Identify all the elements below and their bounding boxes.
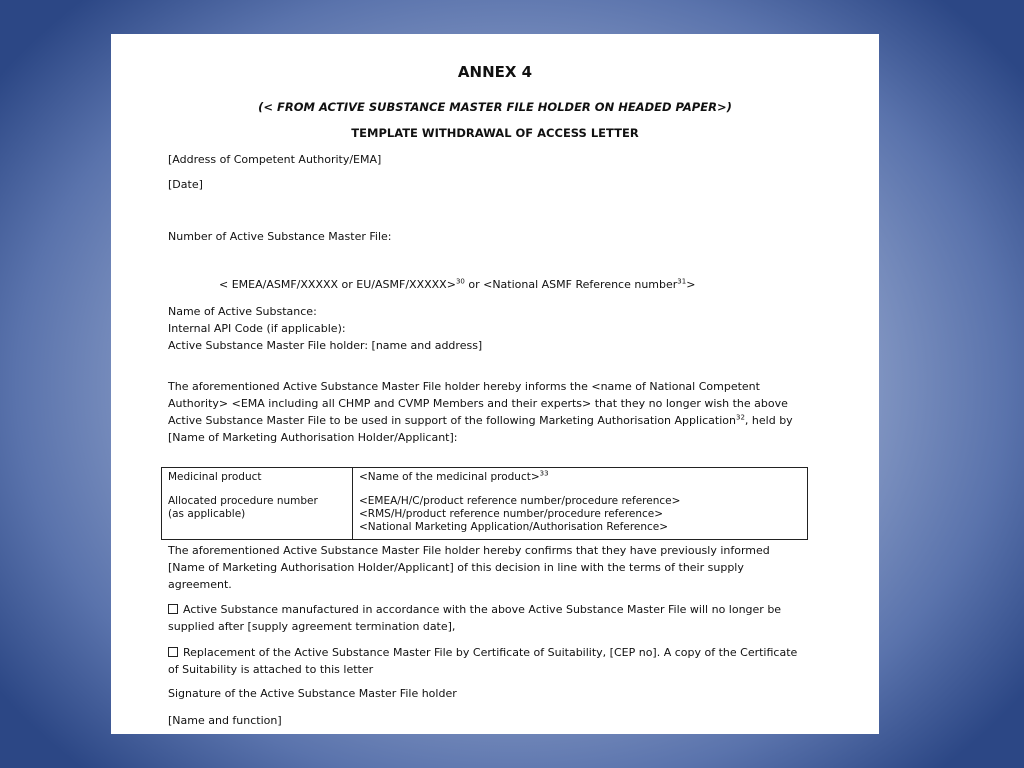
inform-tail: , held by [Name of Marketing Authorisation Holder/Applicant]: xyxy=(168,414,793,444)
signature-label: Signature of the Active Substance Master File holder xyxy=(168,687,457,700)
api-code-label: Internal API Code (if applicable): xyxy=(168,322,346,335)
confirm-paragraph: The aforementioned Active Substance Master File holder hereby confirms that they have previously informed [Name of Marketing Authorisation Holder/Applicant] of this decision in line with the terms of their supply agreement. xyxy=(168,544,770,591)
option-cep-replacement-text: Replacement of the Active Substance Master File by Certificate of Suitability, [CEP no]. A copy of the Certificate of Suitability is attached to this letter xyxy=(168,646,798,676)
procedure-label-line-2: (as applicable) xyxy=(168,508,246,520)
checkbox-supply-ended[interactable] xyxy=(168,604,178,614)
name-function-placeholder: [Name and function] xyxy=(168,714,282,727)
footnote-31: 31 xyxy=(677,277,687,286)
footnote-32: 32 xyxy=(736,413,745,422)
procedure-value-line-3: <National Marketing Application/Authorisation Reference> xyxy=(359,521,669,533)
inform-paragraph xyxy=(168,378,808,446)
reference-part-1: < EMEA/ASMF/XXXXX or EU/ASMF/XXXXX> xyxy=(219,278,456,291)
active-substance-name-label: Name of Active Substance: xyxy=(168,305,317,318)
medicinal-product-placeholder: <Name of the medicinal product> xyxy=(359,471,540,483)
option-supply-ended xyxy=(168,601,808,635)
option-cep-replacement xyxy=(168,644,808,678)
table-label-procedure-number xyxy=(168,495,318,521)
table-value-medicinal-product xyxy=(359,471,549,484)
medicinal-product-table xyxy=(161,467,808,540)
document-page xyxy=(111,34,879,734)
procedure-value-line-2: <RMS/H/product reference number/procedure reference> xyxy=(359,508,664,520)
table-divider xyxy=(352,468,353,539)
annex-subtitle: (< FROM ACTIVE SUBSTANCE MASTER FILE HOLDER ON HEADED PAPER>) xyxy=(258,100,732,114)
annex-title: ANNEX 4 xyxy=(457,63,533,81)
checkbox-cep-replacement[interactable] xyxy=(168,647,178,657)
footnote-30: 30 xyxy=(455,277,465,286)
procedure-label-line-1: Allocated procedure number xyxy=(168,495,318,507)
holder-label: Active Substance Master File holder: [name and address] xyxy=(168,339,483,352)
table-label-medicinal-product: Medicinal product xyxy=(168,471,262,483)
procedure-value-line-1: <EMEA/H/C/product reference number/procedure reference> xyxy=(359,495,681,507)
reference-part-3: > xyxy=(686,278,696,291)
address-placeholder: [Address of Competent Authority/EMA] xyxy=(168,153,382,166)
date-placeholder: [Date] xyxy=(168,178,203,191)
inform-text: The aforementioned Active Substance Master File holder hereby informs the <name of National Competent Authority> <EMA including all CHMP and CVMP Members and their experts> that they no longer wish the above Active Substance Master File to be used in support of the following Marketing Authorisation Application xyxy=(168,380,788,427)
footnote-33: 33 xyxy=(539,469,549,478)
template-heading: TEMPLATE WITHDRAWAL OF ACCESS LETTER xyxy=(351,126,639,140)
asmf-number-label: Number of Active Substance Master File: xyxy=(168,230,392,243)
asmf-reference-line xyxy=(219,276,695,293)
table-value-procedure-number xyxy=(359,495,680,534)
option-supply-ended-text: Active Substance manufactured in accordance with the above Active Substance Master File will no longer be supplied after [supply agreement termination date], xyxy=(168,603,782,633)
reference-part-2: or <National ASMF Reference number xyxy=(464,278,678,291)
